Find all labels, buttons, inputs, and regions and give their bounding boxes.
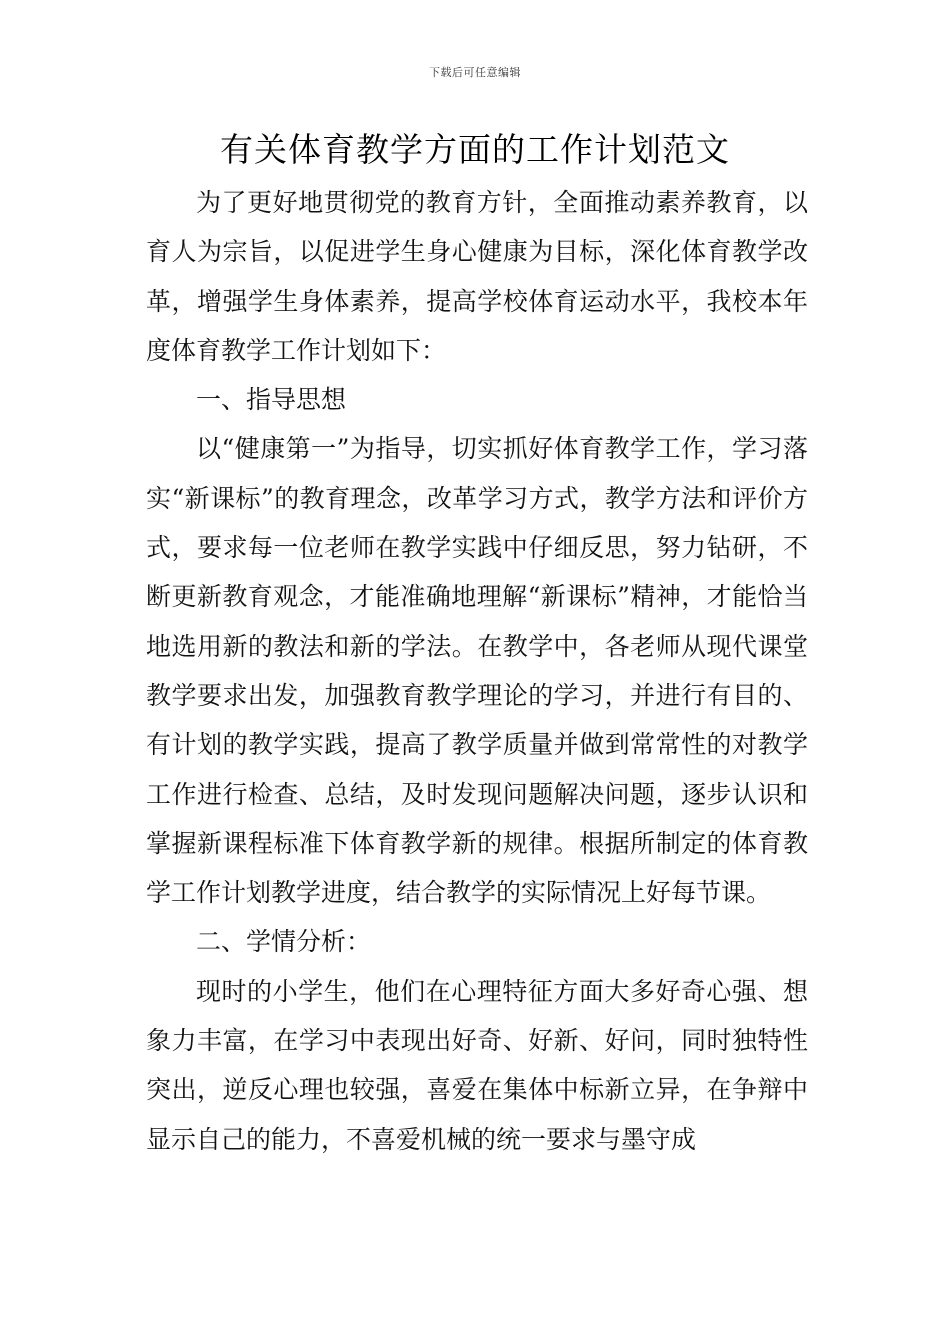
document-title: 有关体育教学方面的工作计划范文 [220,130,730,169]
header-note: 下载后可任意编辑 [429,66,521,79]
section-heading-guiding-thought: 一、指导思想 [196,385,347,415]
document-body [146,178,808,1164]
paragraph-guiding-thought: 以“健康第一”为指导，切实抓好体育教学工作，学习落实“新课标”的教育理念，改革学习方式，教学方法和评价方式，要求每一位老师在教学实践中仔细反思，努力钻研，不断更新教育观念，才能准确地理解“新课标”精神，才能恰当地选用新的教法和新的学法。在教学中，各老师从现代课堂教学要求出发，加强教育教学理论的学习，并进行有目的、有计划的教学实践，提高了教学质量并做到常常性的对教学工作进行检查、总结，及时发现问题解决问题，逐步认识和掌握新课程标准下体育教学新的规律。根据所制定的体育教学工作计划教学进度，结合教学的实际情况上好每节课。 [146,434,808,908]
paragraph-intro: 为了更好地贯彻党的教育方针，全面推动素养教育，以育人为宗旨，以促进学生身心健康为目标，深化体育教学改革，增强学生身体素养，提高学校体育运动水平，我校本年度体育教学工作计划如下： [146,188,808,365]
section-heading-student-analysis: 二、学情分析： [196,927,372,957]
paragraph-student-analysis: 现时的小学生，他们在心理特征方面大多好奇心强、想象力丰富，在学习中表现出好奇、好新、好问，同时独特性突出，逆反心理也较强，喜爱在集体中标新立异，在争辩中显示自己的能力，不喜爱机械的统一要求与墨守成 [146,976,808,1154]
